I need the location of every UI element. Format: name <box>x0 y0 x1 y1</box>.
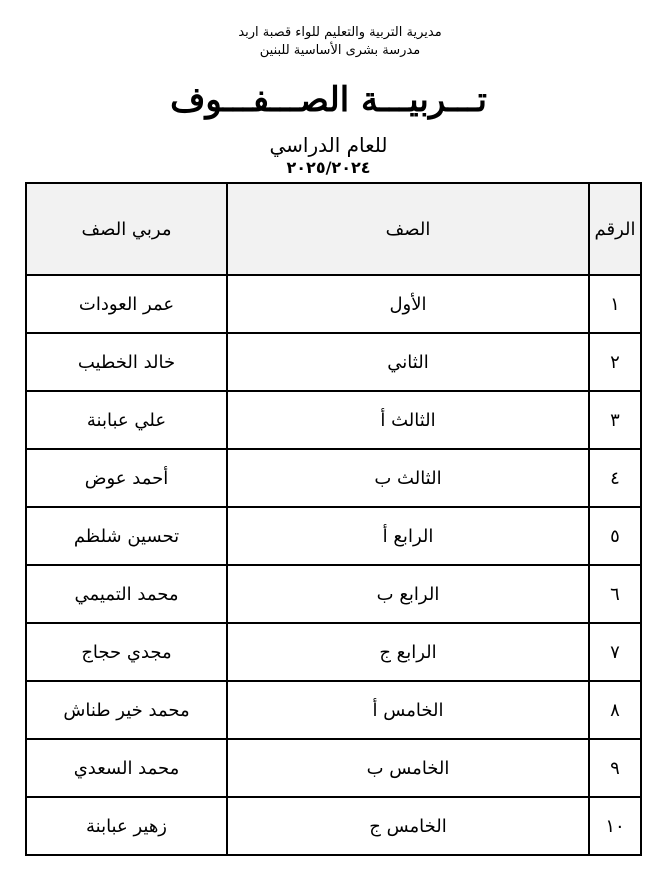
table-row <box>26 333 641 391</box>
row-class: الثالث أ <box>227 391 589 449</box>
table-row <box>26 507 641 565</box>
class-teachers-table <box>25 182 642 856</box>
row-class: الخامس ب <box>227 739 589 797</box>
table-row <box>26 275 641 333</box>
row-class: الرابع أ <box>227 507 589 565</box>
table-row <box>26 623 641 681</box>
table-row <box>26 391 641 449</box>
table-header-row <box>26 183 641 275</box>
row-teacher: محمد السعدي <box>26 739 227 797</box>
column-header-class: الصف <box>227 183 589 275</box>
row-class: الثالث ب <box>227 449 589 507</box>
directorate-name: مديرية التربية والتعليم للواء قصبة اربد <box>238 25 442 40</box>
table-row <box>26 797 641 855</box>
table-row <box>26 681 641 739</box>
row-teacher: أحمد عوض <box>26 449 227 507</box>
row-number: ١ <box>589 275 641 333</box>
page-subtitle: للعام الدراسي <box>269 133 388 157</box>
row-class: الثاني <box>227 333 589 391</box>
school-name: مدرسة بشرى الأساسية للبنين <box>259 43 421 58</box>
table-row <box>26 739 641 797</box>
row-class: الخامس ج <box>227 797 589 855</box>
table-row <box>26 565 641 623</box>
row-teacher: زهير عبابنة <box>26 797 227 855</box>
row-teacher: علي عبابنة <box>26 391 227 449</box>
academic-year: ٢٠٢٥/٢٠٢٤ <box>286 158 371 177</box>
row-teacher: خالد الخطيب <box>26 333 227 391</box>
row-number: ٩ <box>589 739 641 797</box>
row-number: ٣ <box>589 391 641 449</box>
row-teacher: عمر العودات <box>26 275 227 333</box>
row-teacher: محمد التميمي <box>26 565 227 623</box>
row-number: ٨ <box>589 681 641 739</box>
column-header-teacher: مربي الصف <box>26 183 227 275</box>
column-header-number: الرقم <box>589 183 641 275</box>
row-number: ٤ <box>589 449 641 507</box>
row-class: الخامس أ <box>227 681 589 739</box>
row-number: ٢ <box>589 333 641 391</box>
page-title: تـــربيـــة الصـــفـــوف <box>170 80 487 120</box>
row-number: ٦ <box>589 565 641 623</box>
row-number: ٥ <box>589 507 641 565</box>
row-class: الأول <box>227 275 589 333</box>
row-teacher: مجدي حجاج <box>26 623 227 681</box>
table-row <box>26 449 641 507</box>
row-teacher: محمد خير طناش <box>26 681 227 739</box>
row-number: ٧ <box>589 623 641 681</box>
row-class: الرابع ج <box>227 623 589 681</box>
row-number: ١٠ <box>589 797 641 855</box>
row-class: الرابع ب <box>227 565 589 623</box>
row-teacher: تحسين شلظم <box>26 507 227 565</box>
